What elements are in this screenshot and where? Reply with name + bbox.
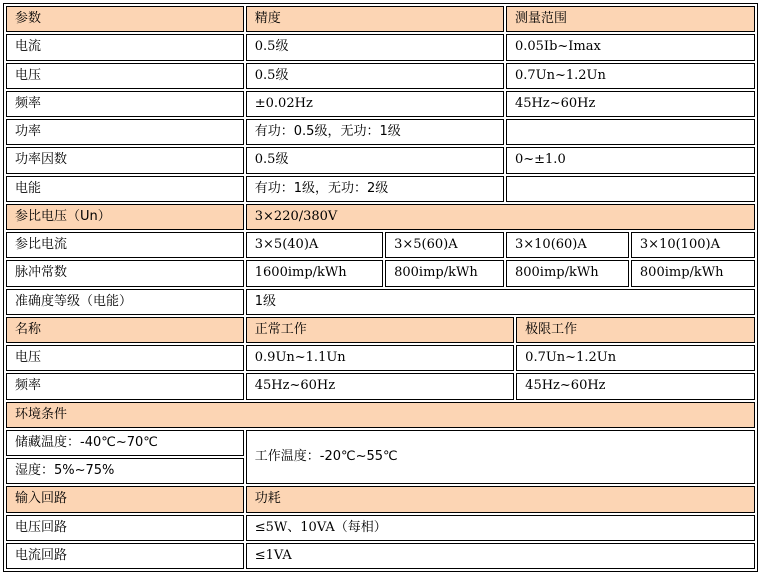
pulse-const-label: 脉冲常数: [6, 260, 244, 286]
row-accuracy: 0.5级: [246, 34, 504, 60]
cond-row-label: 电压: [6, 345, 244, 371]
row-label: 频率: [6, 91, 244, 117]
ref-voltage-label: 参比电压（Un）: [6, 204, 244, 230]
pulse-const-value: 1600imp/kWh: [246, 260, 383, 286]
accuracy-class-label: 准确度等级（电能）: [6, 289, 244, 315]
row-range: 0~±1.0: [506, 147, 755, 173]
ref-voltage-value: 3×220/380V: [246, 204, 755, 230]
cond-row-limit: 45Hz~60Hz: [516, 373, 755, 399]
env-storage: 储藏温度：-40℃~70℃: [6, 430, 244, 456]
cond-header-normal: 正常工作: [246, 317, 514, 343]
cond-row-normal: 45Hz~60Hz: [246, 373, 514, 399]
accuracy-class-value: 1级: [246, 289, 755, 315]
row-label: 功率: [6, 119, 244, 145]
row-range: 0.7Un~1.2Un: [506, 63, 755, 89]
power-row-value: ≤5W、10VA（每相）: [246, 515, 755, 541]
cond-row-normal: 0.9Un~1.1Un: [246, 345, 514, 371]
row-range: 45Hz~60Hz: [506, 91, 755, 117]
power-row-label: 电流回路: [6, 543, 244, 569]
ref-current-value: 3×10(100)A: [631, 232, 755, 258]
env-working: 工作温度：-20℃~55℃: [246, 430, 755, 485]
env-title: 环境条件: [6, 402, 755, 428]
pulse-const-value: 800imp/kWh: [506, 260, 629, 286]
row-label: 电能: [6, 176, 244, 202]
header-range: 测量范围: [506, 6, 755, 32]
ref-current-value: 3×5(60)A: [385, 232, 504, 258]
pulse-const-value: 800imp/kWh: [385, 260, 504, 286]
row-range: 0.05Ib~Imax: [506, 34, 755, 60]
row-label: 功率因数: [6, 147, 244, 173]
env-humidity: 湿度：5%~75%: [6, 458, 244, 484]
row-accuracy: 有功：1级，无功：2级: [246, 176, 504, 202]
row-label: 电流: [6, 34, 244, 60]
power-row-value: ≤1VA: [246, 543, 755, 569]
ref-current-value: 3×5(40)A: [246, 232, 383, 258]
power-row-label: 电压回路: [6, 515, 244, 541]
ref-current-label: 参比电流: [6, 232, 244, 258]
row-accuracy: 0.5级: [246, 147, 504, 173]
cond-header-name: 名称: [6, 317, 244, 343]
cond-header-limit: 极限工作: [516, 317, 755, 343]
row-accuracy: ±0.02Hz: [246, 91, 504, 117]
row-accuracy: 0.5级: [246, 63, 504, 89]
cond-row-label: 频率: [6, 373, 244, 399]
row-range: [506, 119, 755, 145]
power-header-loop: 输入回路: [6, 486, 244, 512]
row-accuracy: 有功：0.5级，无功：1级: [246, 119, 504, 145]
ref-current-value: 3×10(60)A: [506, 232, 629, 258]
spec-table: [3, 3, 758, 572]
cond-row-limit: 0.7Un~1.2Un: [516, 345, 755, 371]
power-header-consumption: 功耗: [246, 486, 755, 512]
row-label: 电压: [6, 63, 244, 89]
pulse-const-value: 800imp/kWh: [631, 260, 755, 286]
header-param: 参数: [6, 6, 244, 32]
row-range: [506, 176, 755, 202]
header-accuracy: 精度: [246, 6, 504, 32]
